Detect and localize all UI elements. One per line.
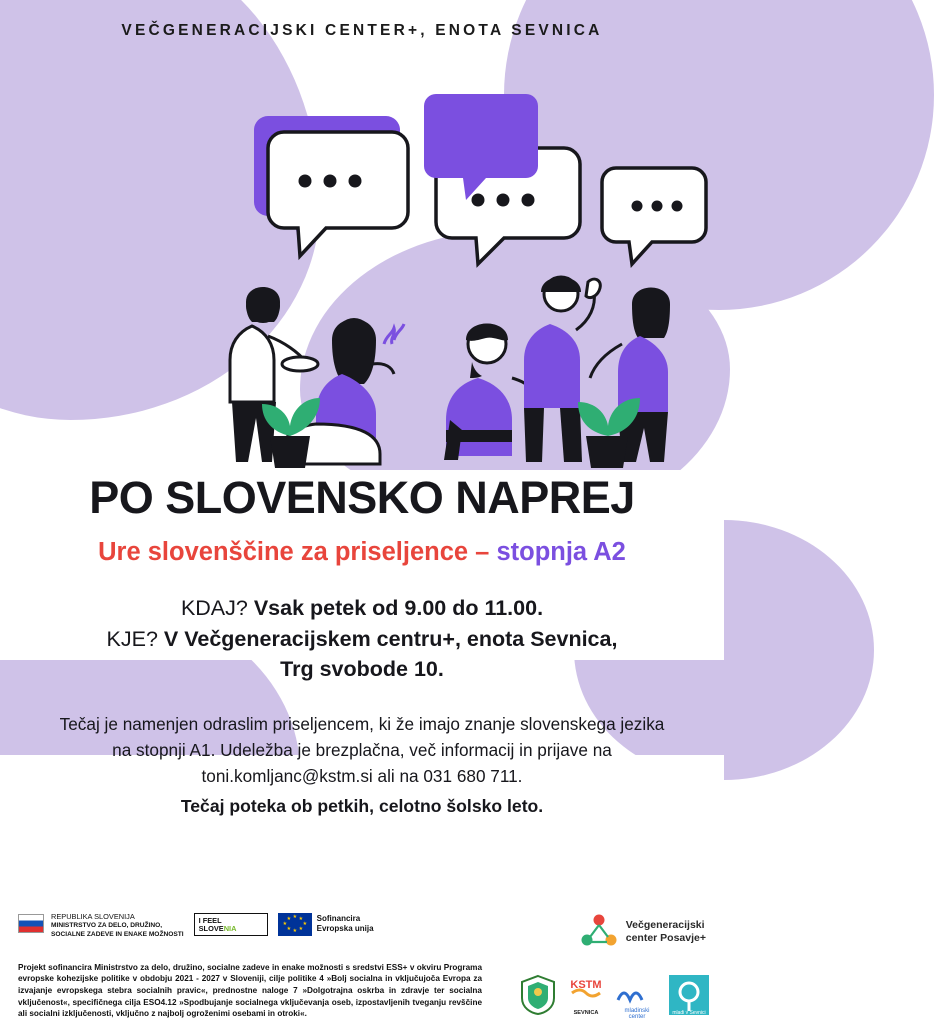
republic-line: REPUBLIKA SLOVENIJA: [51, 911, 135, 921]
person-standing-raised-hand: [524, 277, 600, 462]
poster-description-text: Tečaj je namenjen odraslim priseljencem, ki že imajo znanje slovenskega jezika na stopnji A1. Udeležba je brezplačna, več informacij in prijave na toni.komljanc@kstm.si ali na 031 680 711.: [59, 713, 665, 786]
svg-text:mladinski: mladinski: [624, 1008, 650, 1014]
eu-line-1: Sofinancira: [316, 914, 361, 924]
person-standing-right: [590, 288, 670, 463]
vgc-logo-text: [626, 919, 706, 945]
ministry-line-1: MINISTRSTVO ZA DELO, DRUŽINO,: [51, 921, 163, 929]
speech-bubble-white-left: [268, 132, 408, 256]
partner-logo-obcina-sevnica: [518, 970, 558, 1016]
funding-disclaimer: Projekt sofinancira Ministrstvo za delo, družino, socialne zadeve in enake možnosti s sredstvi ESS+ v okviru Programa evropske kohezijske politike v obdobju 2021 - 2027 v Sloveniji, cilje politike 4 »Bolj socialna in vključujoča Evropa za izvajanje evropskega stebra socialnih pravic«, prednostne naloge 7 »Dolgotrajna oskrba in zdravje ter socialna vključenost«, specifičnega cilja ESO4.12 »Spodbujanje socialnega vključevanja oseb, izpostavljenih tveganju revščine ali socialni izključenosti, vključno z najbolj ogroženimi osebami in otroki«.: [18, 962, 482, 1019]
eu-cofinance-logo: [278, 913, 374, 936]
poster-eyebrow: VEČGENERACIJSKI CENTER+, ENOTA SEVNICA: [121, 22, 603, 39]
ifeel-line-3: NIA: [223, 923, 237, 933]
event-where-label: KJE?: [106, 626, 164, 651]
partner-logos: [518, 970, 710, 1020]
event-details: [0, 593, 724, 685]
eu-flag-icon: ★ ★ ★ ★ ★ ★ ★ ★: [278, 913, 312, 936]
ifeel-line-2: SLOVE: [198, 923, 224, 933]
event-when-value: Vsak petek od 9.00 do 11.00.: [253, 596, 544, 620]
vgc-posavje-logo: [579, 912, 706, 952]
vgc-line-2: center Posavje+: [625, 931, 706, 944]
speech-bubble-white-right: [602, 168, 706, 264]
ifeel-line-1: I FEEL: [198, 915, 222, 925]
eu-text: [317, 914, 374, 934]
ministry-text: [51, 912, 184, 940]
illustration-people-talking: [0, 44, 724, 464]
republic-of-slovenia-logo: [18, 912, 184, 940]
poster-description: [0, 711, 724, 820]
vgc-line-1: Večgeneracijski: [625, 919, 705, 931]
svg-text:mladi v Sevnici: mladi v Sevnici: [672, 1010, 706, 1016]
event-where-value: V Večgeneracijskem centru+, enota Sevnica,: [163, 626, 618, 651]
funder-logos-row: [0, 912, 724, 956]
poster-subtitle-red: Ure slovenščine za priseljence –: [98, 538, 497, 566]
ministry-line-2: SOCIALNE ZADEVE IN ENAKE MOŽNOSTI: [51, 930, 184, 938]
poster-description-bold: Tečaj poteka ob petkih, celotno šolsko leto.: [180, 795, 544, 816]
svg-text:KSTM: KSTM: [570, 979, 602, 991]
vgc-logo-icon: [579, 912, 619, 952]
event-when-label: KDAJ?: [180, 596, 254, 620]
event-detail-row: [0, 624, 724, 655]
partner-caption-kstm: SEVNICA: [573, 1010, 599, 1016]
svg-text:center: center: [628, 1014, 646, 1020]
poster-subtitle-purple: stopnja A2: [496, 538, 626, 566]
event-detail-row: [0, 654, 724, 685]
partner-logo-mladinski-center-sevnica: [614, 970, 660, 1020]
poster-footer: [0, 912, 724, 1024]
event-address-value: Trg svobode 10.: [280, 657, 444, 682]
partner-logo-mladi-v-sevnici: [668, 970, 710, 1016]
event-detail-row: [0, 593, 724, 624]
poster-subtitle: [0, 538, 724, 567]
poster-title: PO SLOVENSKO NAPREJ: [89, 472, 635, 523]
partner-logo-kstm-sevnica: [566, 970, 606, 1016]
i-feel-slovenia-logo: [194, 913, 268, 936]
eu-line-2: Evropska unija: [316, 924, 374, 934]
slovenia-flag-icon: [18, 914, 44, 933]
